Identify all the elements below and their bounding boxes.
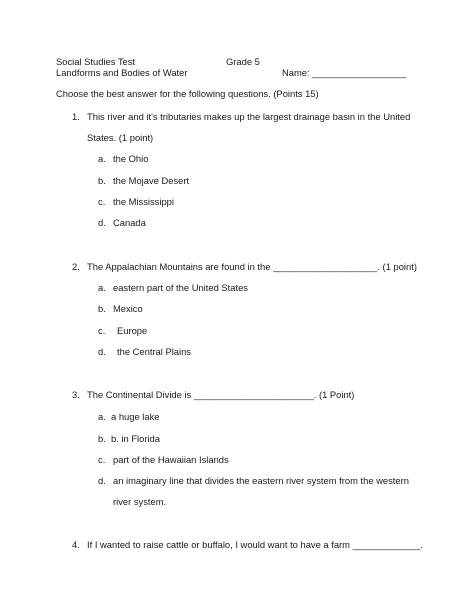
- question-1-number: 1.: [72, 111, 80, 122]
- q3-option-b-letter: b.: [98, 433, 106, 444]
- q3-option-b[interactable]: b. in Florida: [111, 433, 160, 444]
- q2-option-a-letter: a.: [98, 282, 106, 293]
- q3-option-a[interactable]: a huge lake: [111, 411, 160, 422]
- test-topic: Landforms and Bodies of Water: [56, 67, 188, 78]
- q1-option-c[interactable]: the Mississippi: [113, 196, 174, 207]
- question-1-text-cont: States. (1 point): [87, 132, 154, 143]
- q2-option-c-letter: c.: [98, 325, 106, 336]
- question-2-text: The Appalachian Mountains are found in the ____________________. (1 point): [87, 261, 417, 272]
- test-subject: Social Studies Test: [56, 56, 136, 67]
- q1-option-c-letter: c.: [98, 196, 106, 207]
- q1-option-b-letter: b.: [98, 175, 106, 186]
- q1-option-d-letter: d.: [98, 217, 106, 228]
- q2-option-a[interactable]: eastern part of the United States: [113, 282, 248, 293]
- q2-option-c[interactable]: Europe: [117, 325, 148, 336]
- q2-option-b-letter: b.: [98, 303, 106, 314]
- name-field[interactable]: Name: __________________: [282, 67, 407, 78]
- q2-option-b[interactable]: Mexico: [113, 303, 143, 314]
- q3-option-d[interactable]: an imaginary line that divides the eastern river system from the western: [113, 475, 409, 486]
- question-4-text: If I wanted to raise cattle or buffalo, I would want to have a farm _____________.: [87, 539, 423, 550]
- q2-option-d-letter: d.: [98, 346, 106, 357]
- question-1-text: This river and it's tributaries makes up the largest drainage basin in the United: [87, 111, 411, 122]
- q3-option-d-letter: d.: [98, 475, 106, 486]
- question-3-number: 3.: [72, 389, 80, 400]
- q3-option-c-letter: c.: [98, 454, 106, 465]
- question-4-number: 4.: [72, 539, 80, 550]
- q3-option-d-cont[interactable]: river system.: [113, 496, 167, 507]
- grade-label: Grade 5: [226, 56, 260, 67]
- q1-option-a-letter: a.: [98, 153, 106, 164]
- q2-option-d[interactable]: the Central Plains: [117, 346, 191, 357]
- question-3-text: The Continental Divide is _______________________. (1 Point): [87, 389, 355, 400]
- instructions: Choose the best answer for the following questions. (Points 15): [56, 88, 319, 99]
- q1-option-a[interactable]: the Ohio: [113, 153, 149, 164]
- q3-option-c[interactable]: part of the Hawaiian Islands: [113, 454, 229, 465]
- question-2-number: 2.: [72, 261, 80, 272]
- q1-option-d[interactable]: Canada: [113, 217, 146, 228]
- q3-option-a-letter: a.: [98, 411, 106, 422]
- q1-option-b[interactable]: the Mojave Desert: [113, 175, 190, 186]
